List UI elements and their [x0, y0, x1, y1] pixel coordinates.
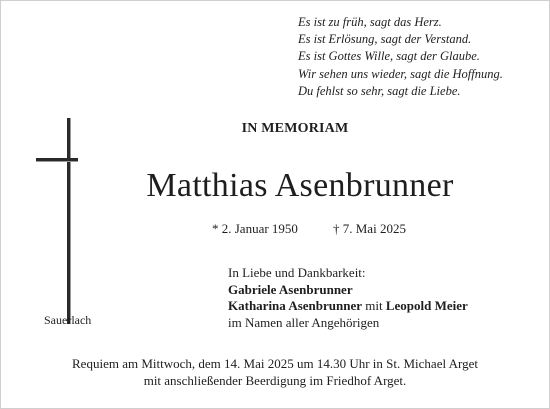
- requiem-info: [0, 355, 550, 389]
- mourner-name: Gabriele Asenbrunner: [228, 281, 353, 297]
- requiem-line: mit anschließender Beerdigung im Friedhof Arget.: [143, 373, 407, 388]
- place-name: Sauerlach: [44, 313, 92, 327]
- mourners-intro: In Liebe und Dankbarkeit:: [228, 265, 366, 280]
- poem-line: Du fehlst so sehr, sagt die Liebe.: [298, 83, 461, 98]
- mourners-closing: im Namen aller Angehörigen: [228, 314, 380, 330]
- memoriam-heading: IN MEMORIAM: [241, 121, 349, 136]
- poem-line: Es ist zu früh, sagt das Herz.: [298, 15, 442, 29]
- mourner-name: Leopold Meier: [385, 298, 468, 313]
- mourners-block: [228, 265, 468, 331]
- life-dates: [212, 221, 406, 237]
- death-date: † 7. Mai 2025: [333, 221, 406, 236]
- poem-line: Wir sehen uns wieder, sagt die Hoffnung.: [298, 66, 503, 81]
- birth-date: * 2. Januar 1950: [212, 221, 298, 236]
- cross-icon: [36, 118, 78, 326]
- poem-line: Es ist Gottes Wille, sagt der Glaube.: [298, 49, 480, 64]
- poem: [298, 14, 503, 100]
- deceased-name: Matthias Asenbrunner: [146, 167, 454, 204]
- mourner-connector: mit: [365, 298, 383, 313]
- poem-line: Es ist Erlösung, sagt der Verstand.: [298, 32, 472, 47]
- mourner-name: Katharina Asenbrunner: [228, 298, 362, 313]
- requiem-line: Requiem am Mittwoch, dem 14. Mai 2025 um 14.30 Uhr in St. Michael Arget: [72, 356, 478, 371]
